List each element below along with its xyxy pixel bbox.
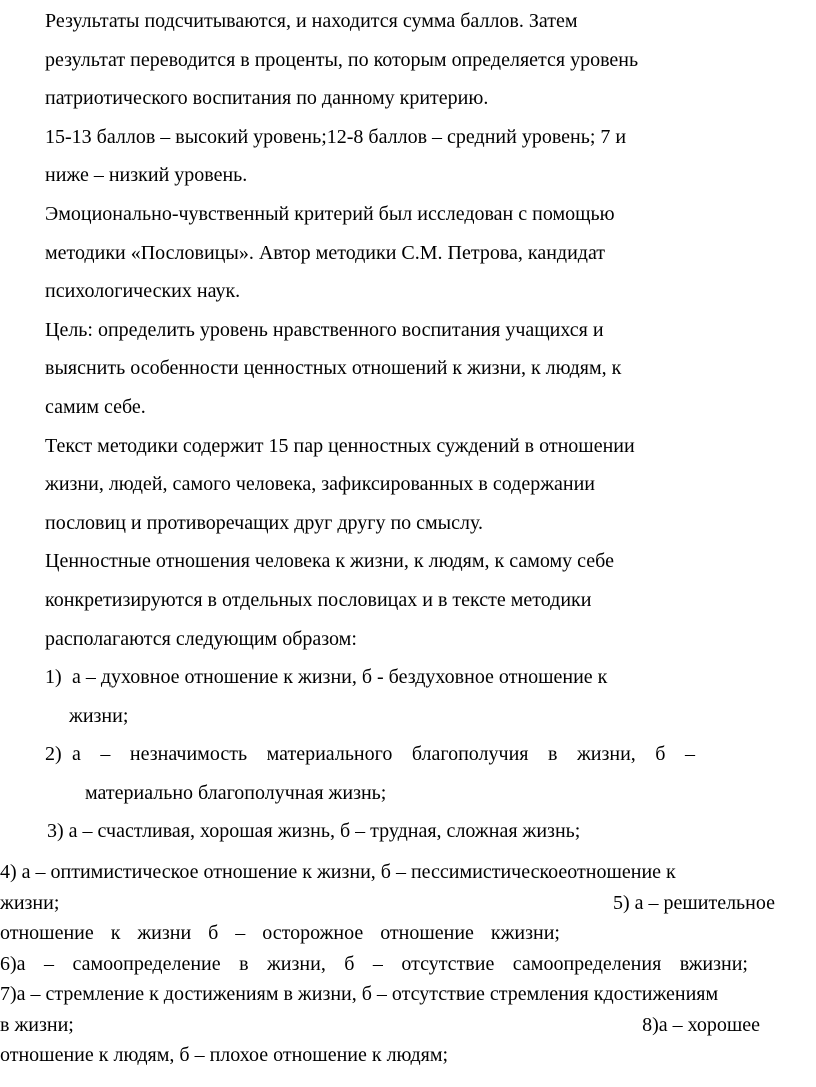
list-item [45, 658, 745, 697]
text-line: 7)а – стремление к достижениям в жизни, б – отсутствие стремления кдостижениям [0, 983, 719, 1005]
text-line: 4) а – оптимистическое отношение к жизни, б – пессимистическоеотношение к [0, 861, 676, 883]
list-item-continuation: материально благополучная жизнь; [85, 781, 387, 804]
text-fragment: 8)а – хорошее [642, 1013, 760, 1036]
text-line: выяснить особенности ценностных отношений к жизни, к людям, к [45, 357, 622, 380]
text-line: методики «Пословицы». Автор методики С.М. Петрова, кандидат [45, 241, 606, 264]
text-line: самим себе. [45, 395, 146, 418]
text-fragment: 5) а – решительное [612, 891, 775, 914]
document-body [45, 0, 745, 851]
text-line [0, 1010, 760, 1041]
text-line: отношение к людям, б – плохое отношение к людям; [0, 1044, 449, 1066]
list-text: а – духовное отношение к жизни, б - бездуховное отношение к [72, 666, 608, 689]
text-line: психологических наук. [45, 280, 241, 303]
text-line: 15-13 баллов – высокий уровень;12-8 баллов – средний уровень; 7 и [45, 125, 627, 148]
text-line: пословиц и противоречащих друг другу по смыслу. [45, 511, 483, 534]
text-fragment: в жизни; [0, 1013, 74, 1036]
text-line: располагаются следующим образом: [45, 627, 357, 650]
list-number: 1) [45, 666, 62, 689]
list-number: 2) [45, 743, 62, 766]
text-fragment: жизни; [0, 891, 60, 914]
text-line: отношение к жизни б – осторожное отношение кжизни; [0, 922, 560, 944]
list-item: 3) а – счастливая, хорошая жизнь, б – трудная, сложная жизнь; [47, 820, 581, 843]
document-lower-block [0, 857, 775, 1071]
text-line: Результаты подсчитываются, и находится сумма баллов. Затем [45, 10, 578, 32]
text-line: патриотического воспитания по данному критерию. [45, 87, 489, 110]
list-item [45, 735, 695, 774]
list-text: а – незначимость материального благополучия в жизни, б – [72, 743, 695, 766]
text-line: результат переводится в проценты, по которым определяется уровень [45, 48, 639, 71]
text-line: жизни, людей, самого человека, зафиксированных в содержании [45, 473, 595, 496]
text-line: Ценностные отношения человека к жизни, к людям, к самому себе [45, 550, 614, 573]
text-line [0, 888, 775, 919]
list-item-continuation: жизни; [69, 704, 129, 727]
text-line: конкретизируются в отдельных пословицах и в тексте методики [45, 588, 592, 611]
text-line: Текст методики содержит 15 пар ценностных суждений в отношении [45, 434, 635, 457]
text-line: ниже – низкий уровень. [45, 164, 248, 187]
text-line: Эмоционально-чувственный критерий был исследован с помощью [45, 202, 615, 225]
text-line: Цель: определить уровень нравственного воспитания учащихся и [45, 318, 604, 341]
text-line: 6)а – самоопределение в жизни, б – отсутствие самоопределения вжизни; [0, 952, 748, 975]
